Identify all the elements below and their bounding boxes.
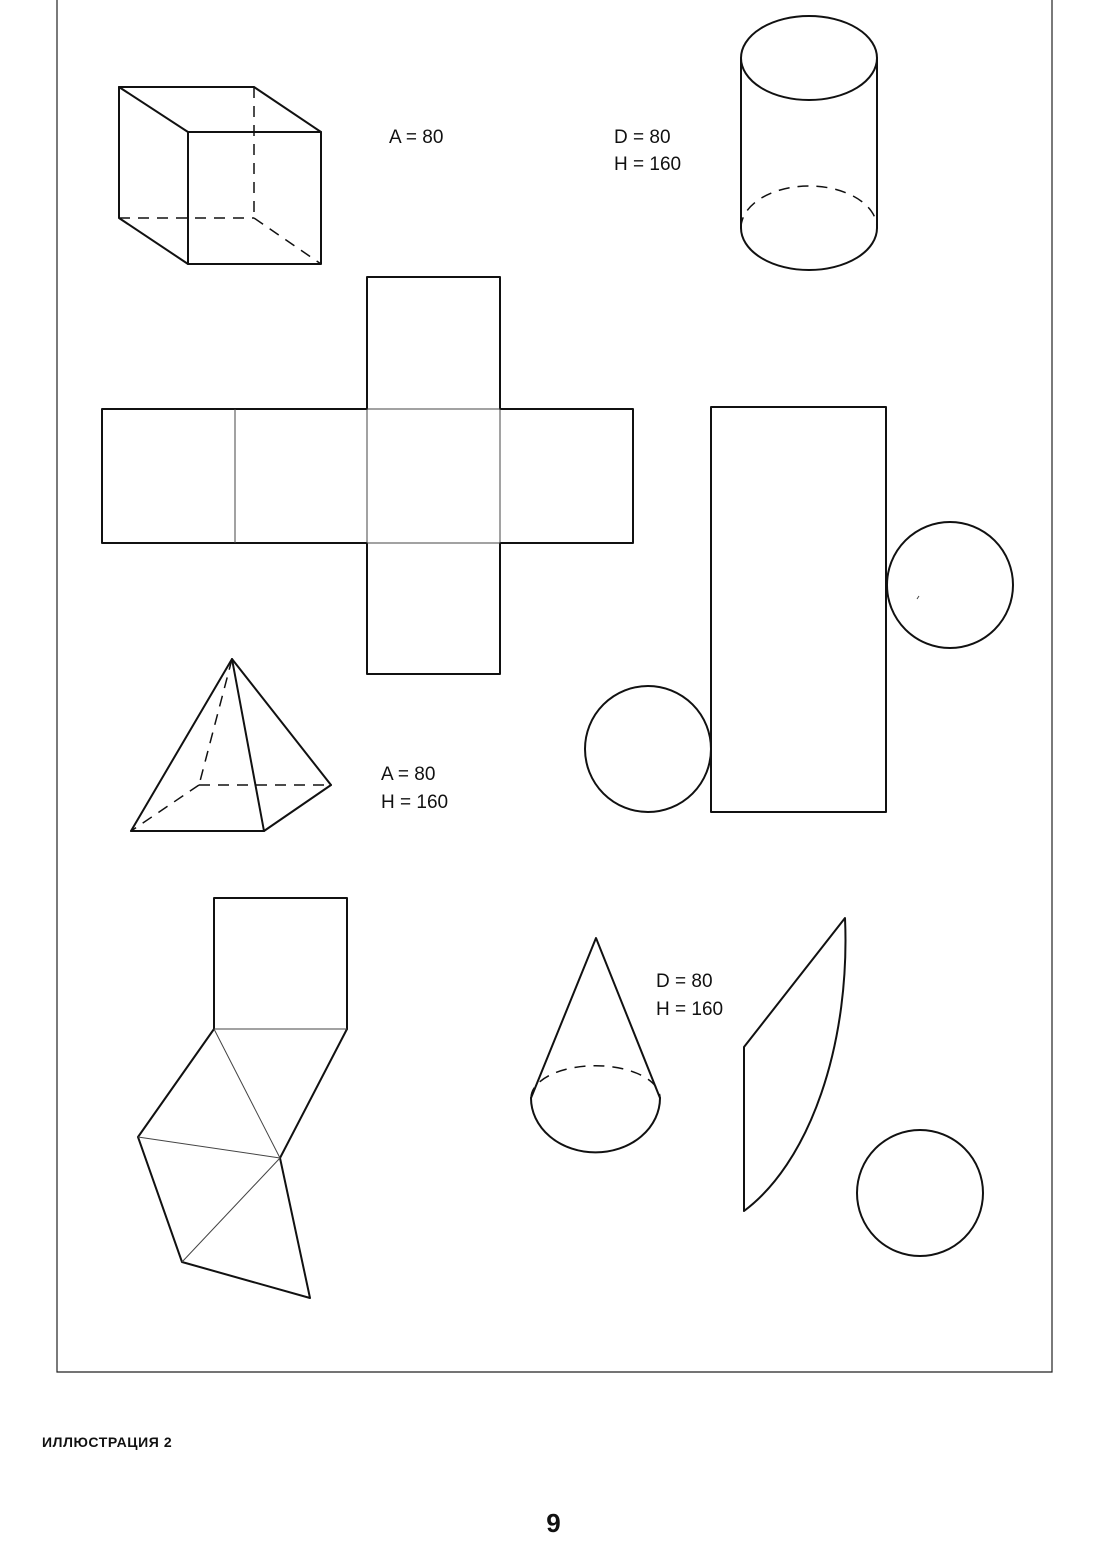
cube-param-0: A = 80 bbox=[389, 127, 444, 148]
cylinder-params bbox=[614, 127, 681, 175]
cone-net bbox=[744, 918, 983, 1256]
cylinder-param-0: D = 80 bbox=[614, 127, 671, 148]
cylinder-param-1: H = 160 bbox=[614, 154, 682, 175]
cube-drawing bbox=[119, 87, 321, 264]
cone-params bbox=[656, 971, 723, 1020]
cube-params bbox=[389, 127, 443, 148]
cone-param-1: H = 160 bbox=[656, 999, 724, 1020]
cylinder-net bbox=[585, 407, 1013, 812]
cylinder-drawing bbox=[741, 16, 877, 270]
cube-net bbox=[102, 277, 633, 674]
cone-param-0: D = 80 bbox=[656, 971, 713, 992]
pyramid-drawing bbox=[131, 659, 331, 831]
pyramid-params bbox=[381, 764, 448, 813]
pyramid-param-1: H = 160 bbox=[381, 792, 449, 813]
pyramid-param-0: A = 80 bbox=[381, 764, 436, 785]
illustration-caption: ИЛЛЮСТРАЦИЯ 2 bbox=[42, 1434, 173, 1450]
page-number: 9 bbox=[546, 1508, 561, 1538]
cone-drawing bbox=[531, 938, 660, 1152]
illustration-frame bbox=[57, 0, 1052, 1372]
pyramid-net bbox=[138, 898, 347, 1298]
